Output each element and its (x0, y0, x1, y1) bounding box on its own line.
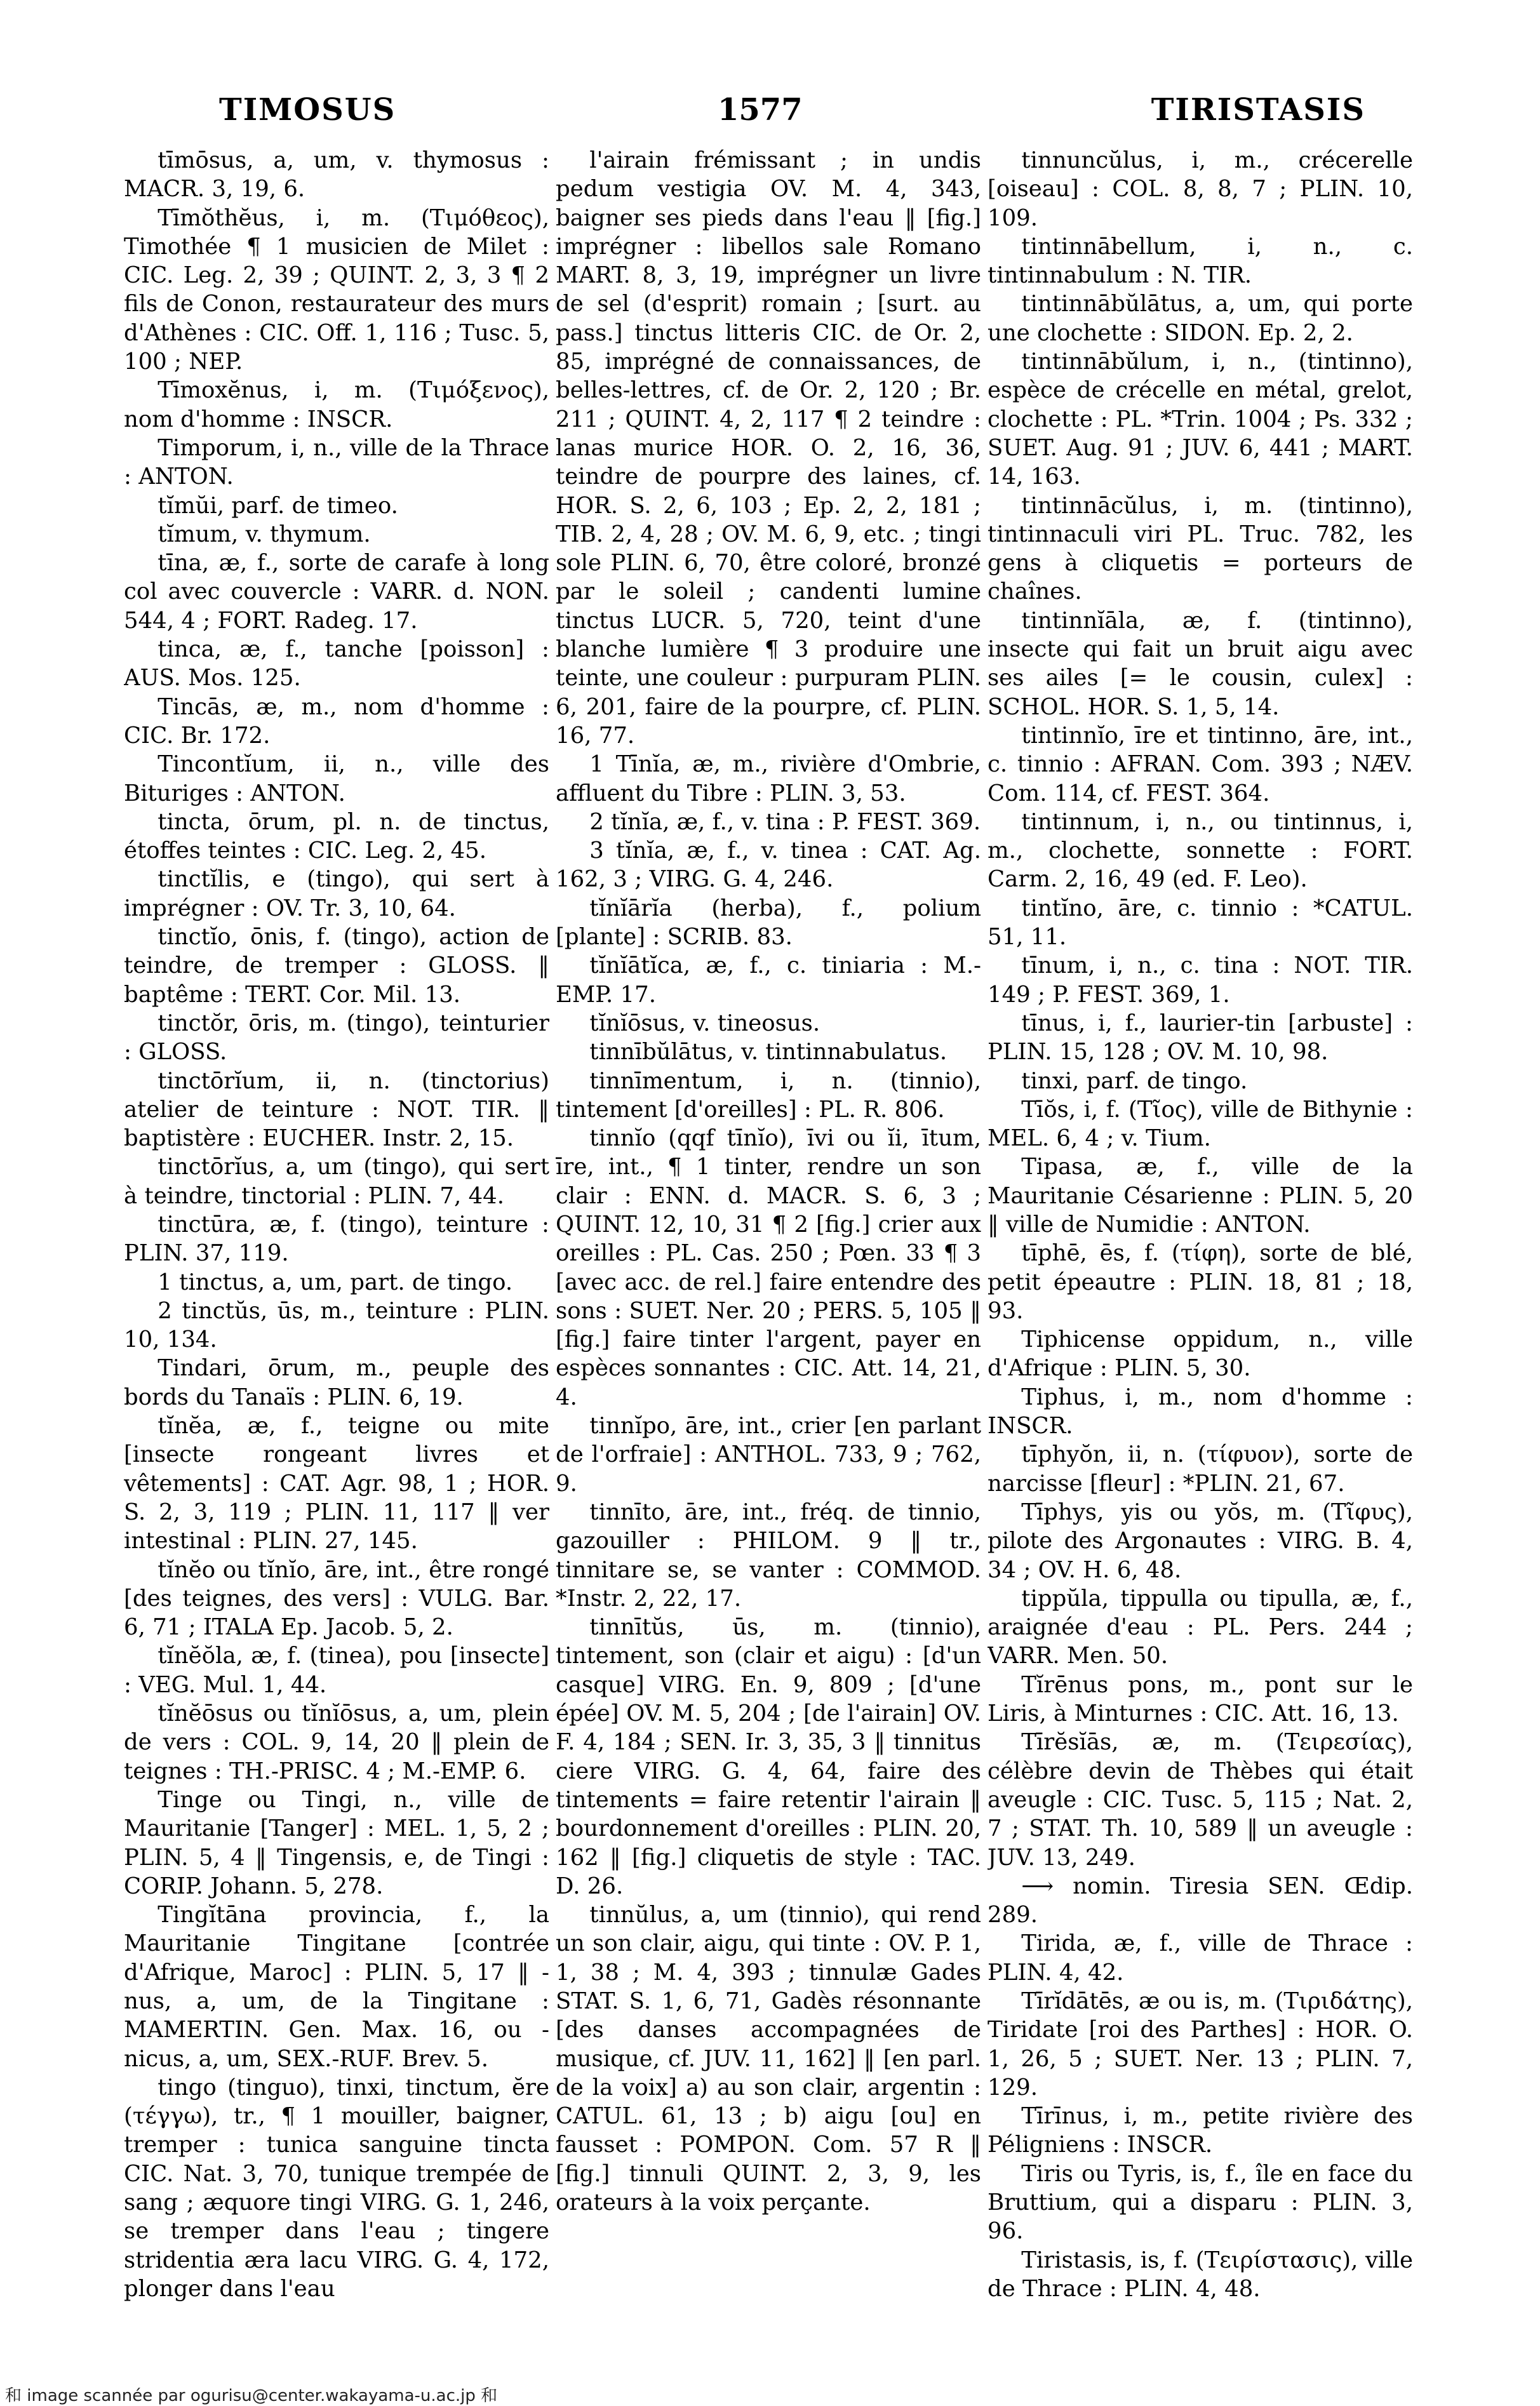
dictionary-entry: Tīŏs, i, f. (Τῖος), ville de Bithynie : MEL. 6, 4 ; v. Tium. (988, 1096, 1413, 1152)
dictionary-entry: tinnĭo (qqf tīnĭo), īvi ou ĭi, ītum, īre, int., ¶ 1 tinter, rendre un son clair : ENN. d. MACR. S. 6, 3 ; QUINT. 12, 10, 31 ¶ 2 [fig.] crier aux oreilles : PL. Cas. 250 ; Pœn. 33 ¶ 3 [avec acc. de rel.] faire entendre des sons : SUET. Ner. 20 ; PERS. 5, 105 ‖ [fig.] faire tinter l'argent, payer en espèces sonnantes : CIC. Att. 14, 21, 4. (556, 1125, 981, 1410)
dictionary-entry: tinctūra, æ, f. (tingo), teinture : PLIN. 37, 119. (124, 1211, 549, 1267)
dictionary-entry: tīnum, i, n., c. tina : NOT. TIR. 149 ; P. FEST. 369, 1. (988, 952, 1413, 1008)
dictionary-entry: tintinnĭo, īre et tintinno, āre, int., c. tinnio : AFRAN. Com. 393 ; NÆV. Com. 114, cf. FEST. 364. (988, 722, 1413, 806)
dictionary-entry: tintinnum, i, n., ou tintinnus, i, m., clochette, sonnette : FORT. Carm. 2, 16, 49 (ed. F. Leo). (988, 808, 1413, 893)
dictionary-entry: Tirida, æ, f., ville de Thrace : PLIN. 4, 42. (988, 1930, 1413, 1986)
dictionary-entry: tĭnĕa, æ, f., teigne ou mite [insecte rongeant livres et vêtements] : CAT. Agr. 98, 1 ; HOR. S. 2, 3, 119 ; PLIN. 11, 117 ‖ ver intestinal : PLIN. 27, 145. (124, 1413, 549, 1554)
dictionary-entry: Tiris ou Tyris, is, f., île en face du Bruttium, qui a disparu : PLIN. 3, 96. (988, 2160, 1413, 2245)
dictionary-entry: Tīrīnus, i, m., petite rivière des Péligniens : INSCR. (988, 2103, 1413, 2158)
dictionary-entry: 1 Tīnĭa, æ, m., rivière d'Ombrie, affluent du Tibre : PLIN. 3, 53. (556, 751, 981, 806)
dictionary-entry: tinctĭlis, e (tingo), qui sert à imprégner : OV. Tr. 3, 10, 64. (124, 866, 549, 921)
dictionary-entry: ⟶ nomin. Tiresia SEN. Œdip. 289. (988, 1873, 1413, 1928)
dictionary-entry: tinnīto, āre, int., fréq. de tinnio, gazouiller : PHILOM. 9 ‖ tr., tinnitare se, se vanter : COMMOD. *Instr. 2, 22, 17. (556, 1499, 981, 1612)
dictionary-entry: tĭnĭārĭa (herba), f., polium [plante] : SCRIB. 83. (556, 895, 981, 951)
dictionary-entry: tīphyŏn, ii, n. (τίφυον), sorte de narcisse [fleur] : *PLIN. 21, 67. (988, 1441, 1413, 1497)
dictionary-entry: tinnītŭs, ūs, m. (tinnio), tintement, son (clair et aigu) : [d'un casque] VIRG. En. 9, 809 ; [d'une épée] OV. M. 5, 204 ; [de l'airain] OV. F. 4, 184 ; SEN. Ir. 3, 35, 3 ‖ tinnitus ciere VIRG. G. 4, 64, faire des tintements = faire retentir l'airain ‖ bourdonnement d'oreilles : PLIN. 20, 162 ‖ [fig.] cliquetis de style : TAC. D. 26. (556, 1614, 981, 1899)
dictionary-entry: tĭnĕōsus ou tĭnĭōsus, a, um, plein de vers : COL. 9, 14, 20 ‖ plein de teignes : TH.-PRISC. 4 ; M.-EMP. 6. (124, 1701, 549, 1784)
dictionary-entry: 3 tĭnĭa, æ, f., v. tinea : CAT. Ag. 162, 3 ; VIRG. G. 4, 246. (556, 838, 981, 893)
page-number: 1577 (718, 92, 803, 128)
dictionary-entry: tīphē, ēs, f. (τίφη), sorte de blé, petit épeautre : PLIN. 18, 81 ; 18, 93. (988, 1240, 1413, 1324)
dictionary-entry: tīna, æ, f., sorte de carafe à long col avec couvercle : VARR. d. NON. 544, 4 ; FORT. Radeg. 17. (124, 550, 549, 634)
dictionary-entry: tĭnĭātĭca, æ, f., c. tiniaria : M.-EMP. 17. (556, 952, 981, 1008)
dictionary-entry: tĭnĕŏla, æ, f. (tinea), pou [insecte] : VEG. Mul. 1, 44. (124, 1643, 549, 1698)
dictionary-entry: 2 tĭnĭa, æ, f., v. tina : P. FEST. 369. (589, 808, 981, 835)
dictionary-entry: tĭnĭōsus, v. tineosus. (589, 1010, 820, 1036)
dictionary-entry: 1 tinctus, a, um, part. de tingo. (157, 1269, 513, 1295)
dictionary-entry: tintinnābŭlum, i, n., (tintinno), espèce de crécelle en métal, grelot, clochette : PL. *Trin. 1004 ; Ps. 332 ; SUET. Aug. 91 ; JUV. 6, 441 ; MART. 14, 163. (988, 349, 1413, 490)
header-left-word: TIMOSUS (219, 92, 396, 128)
dictionary-entry: Tincās, æ, m., nom d'homme : CIC. Br. 172. (124, 693, 549, 749)
dictionary-entry: tippŭla, tippulla ou tipulla, æ, f., araignée d'eau : PL. Pers. 244 ; VARR. Men. 50. (988, 1585, 1413, 1669)
column-left (124, 146, 549, 2318)
dictionary-entry: Tiphus, i, m., nom d'homme : INSCR. (988, 1384, 1413, 1440)
dictionary-entry: tintinnācŭlus, i, m. (tintinno), tintinnaculi viri PL. Truc. 782, les gens à cliquetis = porteurs de chaînes. (988, 492, 1413, 605)
dictionary-entry: tincta, ōrum, pl. n. de tinctus, étoffes teintes : CIC. Leg. 2, 45. (124, 808, 549, 864)
dictionary-entry: Tinge ou Tingi, n., ville de Mauritanie [Tanger] : MEL. 1, 5, 2 ; PLIN. 5, 4 ‖ Tingensis, e, de Tingi : CORIP. Johann. 5, 278. (124, 1786, 549, 1899)
dictionary-entry: tinxi, parf. de tingo. (1021, 1067, 1248, 1094)
dictionary-entry: tīnus, i, f., laurier-tin [arbuste] : PLIN. 15, 128 ; OV. M. 10, 98. (988, 1010, 1413, 1066)
dictionary-entry: tinnŭlus, a, um (tinnio), qui rend un son clair, aigu, qui tinte : OV. P. 1, 1, 38 ; M. 4, 393 ; tinnulæ Gades STAT. S. 1, 6, 71, Gadès résonnante [des danses accompagnées de musique, cf. JUV. 11, 162] ‖ [en parl. de la voix] a) au son clair, argentin : CATUL. 61, 13 ; b) aigu [ou] en fausset : POMPON. Com. 57 R ‖ [fig.] tinnuli QUINT. 2, 3, 9, les orateurs à la voix perçante. (556, 1902, 981, 2216)
dictionary-entry: tintĭno, āre, c. tinnio : *CATUL. 51, 11. (988, 895, 1413, 951)
dictionary-entry: Timporum, i, n., ville de la Thrace : ANTON. (124, 434, 549, 490)
dictionary-entry: Tincontĭum, ii, n., ville des Bituriges : ANTON. (124, 751, 549, 806)
dictionary-entry: 2 tinctŭs, ūs, m., teinture : PLIN. 10, 134. (124, 1297, 549, 1353)
dictionary-entry: tintinnābellum, i, n., c. tintinnabulum : N. TIR. (988, 233, 1413, 289)
column-right (988, 146, 1413, 2318)
header-right-word: TIRISTASIS (1151, 92, 1365, 128)
dictionary-entry: Tīmŏthĕus, i, m. (Τιμόθεος), Timothée ¶ 1 musicien de Milet : CIC. Leg. 2, 39 ; QUINT. 2, 3, 3 ¶ 2 fils de Conon, restaurateur des murs d'Athènes : CIC. Off. 1, 116 ; Tusc. 5, 100 ; NEP. (124, 204, 549, 375)
dictionary-entry: tinnuncŭlus, i, m., crécerelle [oiseau] : COL. 8, 8, 7 ; PLIN. 10, 109. (988, 147, 1413, 231)
column-middle (556, 146, 981, 2318)
dictionary-entry: tinctōrĭum, ii, n. (tinctorius) atelier de teinture : NOT. TIR. ‖ baptistère : EUCHER. Instr. 2, 15. (124, 1067, 549, 1152)
running-header (0, 92, 1540, 149)
dictionary-entry: tinca, æ, f., tanche [poisson] : AUS. Mos. 125. (124, 636, 549, 692)
dictionary-entry: tīmōsus, a, um, v. thymosus : MACR. 3, 19, 6. (124, 147, 549, 203)
dictionary-entry: Tingĭtāna provincia, f., la Mauritanie Tingitane [contrée d'Afrique, Maroc] : PLIN. 5, 17 ‖ -nus, a, um, de la Tingitane : MAMERTIN. Gen. Max. 16, ou -nicus, a, um, SEX.-RUF. Brev. 5. (124, 1902, 549, 2072)
dictionary-entry: Tiristasis, is, f. (Τειρίστασις), ville de Thrace : PLIN. 4, 48. (988, 2247, 1413, 2302)
dictionary-entry: tĭmum, v. thymum. (157, 521, 371, 547)
dictionary-entry: Tipasa, æ, f., ville de la Mauritanie Césarienne : PLIN. 5, 20 ‖ ville de Numidie : ANTON. (988, 1154, 1413, 1238)
dictionary-entry: Tīphys, yis ou yŏs, m. (Τῖφυς), pilote des Argonautes : VIRG. B. 4, 34 ; OV. H. 6, 48. (988, 1499, 1413, 1583)
dictionary-entry: tinnīmentum, i, n. (tinnio), tintement [d'oreilles] : PL. R. 806. (556, 1067, 981, 1123)
dictionary-entry: Tīrĭdātēs, æ ou is, m. (Τιριδάτης), Tiridate [roi des Parthes] : HOR. O. 1, 26, 5 ; SUET. Ner. 13 ; PLIN. 7, 129. (988, 1988, 1413, 2101)
scan-credit: 和 image scannée par ogurisu@center.wakayama-u.ac.jp 和 (5, 2386, 498, 2405)
dictionary-entry: Tindari, ōrum, m., peuple des bords du Tanaïs : PLIN. 6, 19. (124, 1355, 549, 1410)
dictionary-entry: tinnībŭlātus, v. tintinnabulatus. (589, 1039, 947, 1066)
dictionary-entry: Tĭrēnus pons, m., pont sur le Liris, à Minturnes : CIC. Att. 16, 13. (988, 1671, 1413, 1727)
dictionary-entry: Tīrĕsĭās, æ, m. (Τειρεσίας), célèbre devin de Thèbes qui était aveugle : CIC. Tusc. 5, 115 ; Nat. 2, 7 ; STAT. Th. 10, 589 ‖ un aveugle : JUV. 13, 249. (988, 1729, 1413, 1871)
dictionary-entry: l'airain frémissant ; in undis pedum vestigia OV. M. 4, 343, baigner ses pieds dans l'eau ‖ [fig.] imprégner : libellos sale Romano MART. 8, 3, 19, imprégner un livre de sel (d'esprit) romain ; [surt. au pass.] tinctus litteris CIC. de Or. 2, 85, imprégné de connaissances, de belles-lettres, cf. de Or. 2, 120 ; Br. 211 ; QUINT. 4, 2, 117 ¶ 2 teindre : lanas murice HOR. O. 2, 16, 36, teindre de pourpre des laines, cf. HOR. S. 2, 6, 103 ; Ep. 2, 2, 181 ; TIB. 2, 4, 28 ; OV. M. 6, 9, etc. ; tingi sole PLIN. 6, 70, être coloré, bronzé par le soleil ; candenti lumine tinctus LUCR. 5, 720, teint d'une blanche lumière ¶ 3 produire une teinte, une couleur : purpuram PLIN. 6, 201, faire de la pourpre, cf. PLIN. 16, 77. (556, 147, 981, 749)
dictionary-entry: Tiphicense oppidum, n., ville d'Afrique : PLIN. 5, 30. (988, 1327, 1413, 1382)
dictionary-entry: tintinnābŭlātus, a, um, qui porte une clochette : SIDON. Ep. 2, 2. (988, 291, 1413, 346)
dictionary-entry: Tīmoxĕnus, i, m. (Τιμόξενος), nom d'homme : INSCR. (124, 377, 549, 432)
dictionary-entry: tinctōrĭus, a, um (tingo), qui sert à teindre, tinctorial : PLIN. 7, 44. (124, 1154, 549, 1209)
dictionary-entry: tingo (tinguo), tinxi, tinctum, ĕre (τέγγω), tr., ¶ 1 mouiller, baigner, tremper : tunica sanguine tincta CIC. Nat. 3, 70, tunique trempée de sang ; æquore tingi VIRG. G. 1, 246, se tremper dans l'eau ; tingere stridentia æra lacu VIRG. G. 4, 172, plonger dans l'eau (124, 2074, 549, 2302)
dictionary-entry: tintinnĭāla, æ, f. (tintinno), insecte qui fait un bruit aigu avec ses ailes [= le cousin, culex] : SCHOL. HOR. S. 1, 5, 14. (988, 607, 1413, 720)
dictionary-entry: tinctŏr, ōris, m. (tingo), teinturier : GLOSS. (124, 1010, 549, 1066)
dictionary-entry: tĭmŭi, parf. de timeo. (157, 492, 398, 519)
dictionary-entry: tinnĭpo, āre, int., crier [en parlant de l'orfraie] : ANTHOL. 733, 9 ; 762, 9. (556, 1413, 981, 1497)
dictionary-entry: tinctĭo, ōnis, f. (tingo), action de teindre, de tremper : GLOSS. ‖ baptême : TERT. Cor. Mil. 13. (124, 924, 549, 1008)
dictionary-entry: tĭnĕo ou tĭnĭo, āre, int., être rongé [des teignes, des vers] : VULG. Bar. 6, 71 ; ITALA Ep. Jacob. 5, 2. (124, 1556, 549, 1641)
